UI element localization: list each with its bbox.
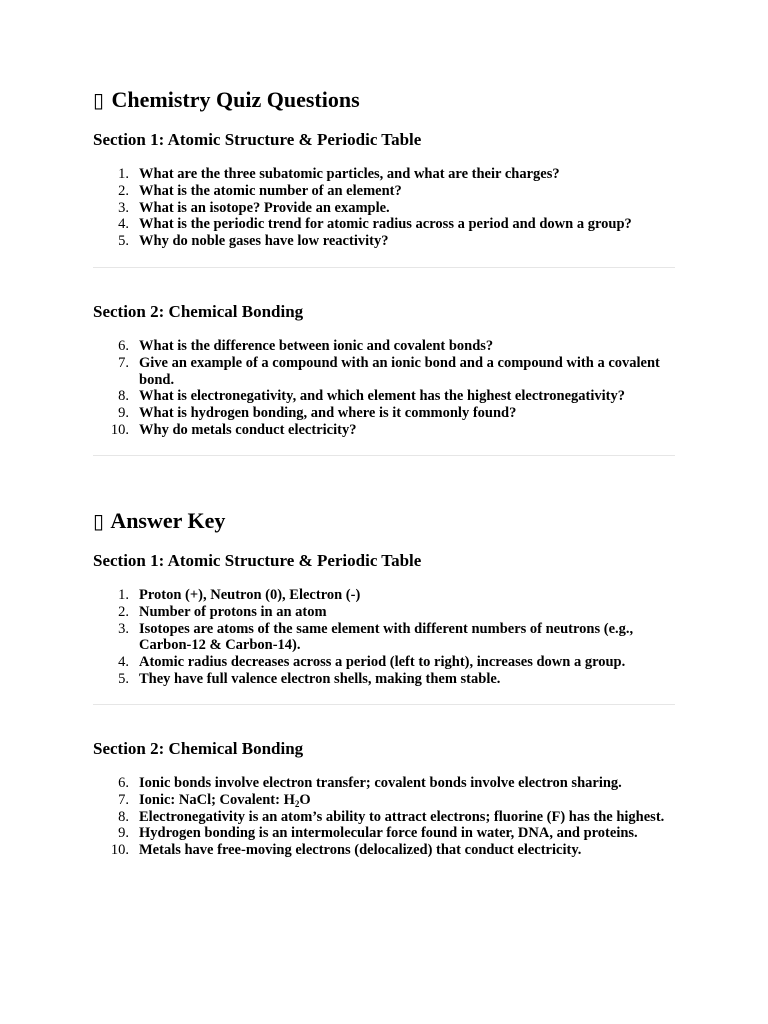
quiz-section-2-list bbox=[93, 338, 675, 439]
section-divider bbox=[93, 267, 675, 268]
list-item: 5. Why do noble gases have low reactivity? bbox=[118, 233, 389, 250]
answer-section-1-list bbox=[93, 587, 675, 688]
list-item: 4. What is the periodic trend for atomic radius across a period and down a group? bbox=[118, 216, 632, 233]
list-item: 2. Number of protons in an atom bbox=[118, 603, 327, 620]
quiz-section-2-title: Section 2: Chemical Bonding bbox=[93, 302, 304, 321]
list-item: 3. What is an isotope? Provide an example. bbox=[118, 199, 390, 216]
list-item: 5. They have full valence electron shells, making them stable. bbox=[118, 670, 501, 687]
answer-key-title bbox=[93, 508, 225, 534]
quiz-section-1-title: Section 1: Atomic Structure & Periodic Table bbox=[93, 130, 422, 149]
list-item: 2. What is the atomic number of an element? bbox=[118, 182, 402, 199]
list-item: 1. What are the three subatomic particles, and what are their charges? bbox=[118, 166, 560, 182]
section-divider bbox=[93, 704, 675, 705]
answer-section-2-title: Section 2: Chemical Bonding bbox=[93, 739, 304, 758]
list-item: 9. What is hydrogen bonding, and where is it commonly found? bbox=[118, 405, 517, 422]
answer-section-1-title: Section 1: Atomic Structure & Periodic Table bbox=[93, 551, 422, 570]
list-item: 1. Proton (+), Neutron (0), Electron (-) bbox=[118, 587, 361, 603]
quiz-title-text: Chemistry Quiz Questions bbox=[111, 87, 360, 112]
quiz-section-1-list bbox=[93, 166, 675, 250]
list-item: 4. Atomic radius decreases across a period (left to right), increases down a group. bbox=[118, 654, 626, 671]
section-divider bbox=[93, 455, 675, 456]
list-item: 7. Give an example of a compound with an ionic bond and a compound with a covalent bond. bbox=[118, 354, 660, 388]
key-icon: ▯ bbox=[93, 509, 105, 533]
answer-section-2-list bbox=[93, 775, 675, 859]
subscript: 2 bbox=[294, 798, 300, 809]
quiz-title bbox=[93, 87, 360, 113]
list-item: 10. Why do metals conduct electricity? bbox=[110, 421, 357, 438]
list-item: 8. Electronegativity is an atom’s ability to attract electrons; fluorine (F) has the highest. bbox=[118, 808, 665, 825]
document-icon: ▯ bbox=[93, 88, 105, 112]
list-item: 8. What is electronegativity, and which element has the highest electronegativity? bbox=[118, 388, 625, 405]
list-item: 6. What is the difference between ionic and covalent bonds? bbox=[118, 338, 494, 354]
list-item: 3. Isotopes are atoms of the same element with different numbers of neutrons (e.g., Carbon-12 & Carbon-14). bbox=[118, 620, 634, 654]
list-item: 9. Hydrogen bonding is an intermolecular force found in water, DNA, and proteins. bbox=[118, 825, 638, 842]
list-item: 10. Metals have free-moving electrons (delocalized) that conduct electricity. bbox=[110, 842, 582, 859]
list-item: 7. Ionic: NaCl; Covalent: $H_2O$ bbox=[118, 791, 311, 809]
answer-key-title-text: Answer Key bbox=[110, 508, 226, 533]
list-item: 6. Ionic bonds involve electron transfer; covalent bonds involve electron sharing. bbox=[118, 775, 622, 791]
